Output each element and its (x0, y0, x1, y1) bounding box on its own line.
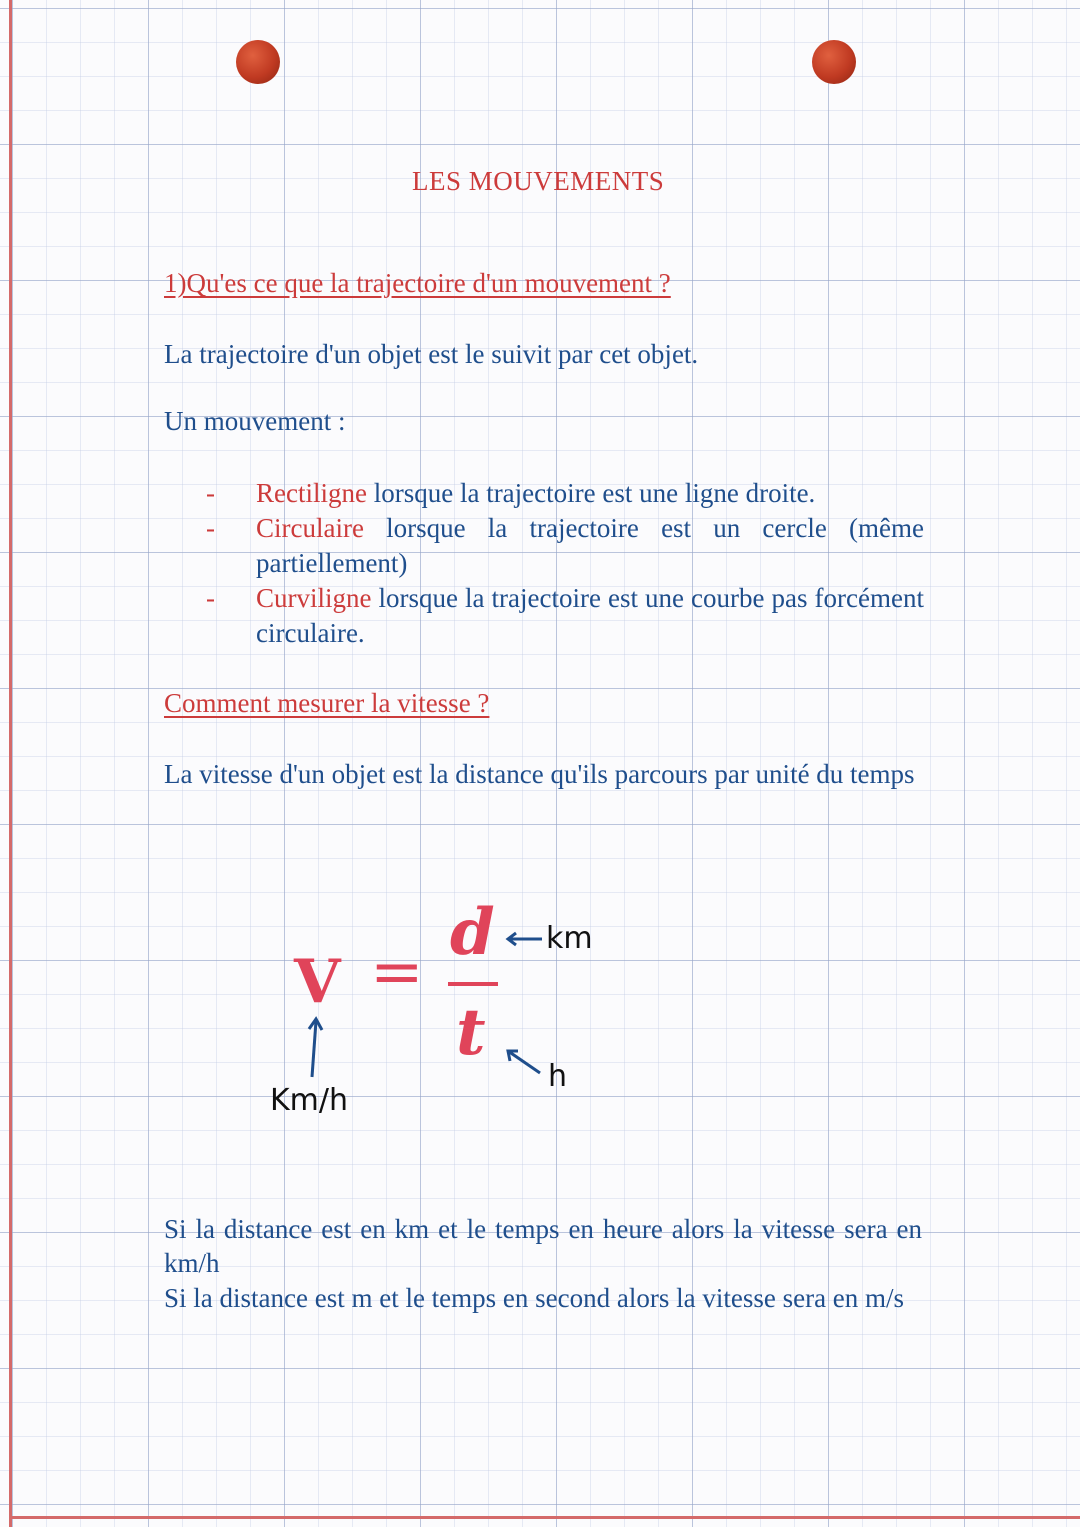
list-item (206, 511, 924, 581)
note-km: Si la distance est en km et le temps en heure alors la vitesse sera en km/h (164, 1214, 922, 1278)
movement-intro: Un mouvement : (164, 406, 346, 436)
formula-d: d (450, 895, 495, 970)
punch-hole-left (236, 40, 280, 84)
speed-formula (250, 895, 650, 1135)
unit-km: km (546, 921, 593, 956)
list-item-text: lorsque la trajectoire est un cercle (même partiellement) (256, 513, 924, 578)
section2-heading: Comment mesurer la vitesse ? (164, 688, 490, 718)
margin-line (9, 0, 12, 1527)
page-title: LES MOUVEMENTS (412, 166, 665, 196)
bottom-line (9, 1516, 1080, 1519)
list-dash: - (206, 478, 215, 508)
section2-definition: La vitesse d'un objet est la distance qu'ils parcours par unité du temps (164, 759, 915, 789)
movement-list (206, 476, 924, 651)
section1-definition: La trajectoire d'un objet est le suivit par cet objet. (164, 339, 699, 369)
term-curviligne: Curviligne (256, 583, 372, 613)
unit-h: h (548, 1059, 568, 1094)
list-item (206, 581, 924, 651)
formula-v: V (294, 947, 341, 1017)
term-rectiligne: Rectiligne (256, 478, 367, 508)
list-item-text: lorsque la trajectoire est une courbe pas forcément circulaire. (256, 583, 924, 648)
list-dash: - (206, 583, 215, 613)
formula-t: t (456, 995, 486, 1070)
note-m: Si la distance est m et le temps en second alors la vitesse sera en m/s (164, 1283, 905, 1313)
unit-kmh: Km/h (270, 1083, 349, 1118)
list-dash: - (206, 513, 215, 543)
term-circulaire: Circulaire (256, 513, 364, 543)
formula-equals: = (370, 935, 424, 1009)
unit-arrows (250, 895, 650, 1135)
list-item-text: lorsque la trajectoire est une ligne droite. (366, 478, 816, 508)
section1-heading: 1)Qu'es ce que la trajectoire d'un mouvement ? (164, 268, 671, 298)
list-item (206, 476, 924, 511)
arrow-icon (309, 933, 542, 1077)
punch-hole-right (812, 40, 856, 84)
